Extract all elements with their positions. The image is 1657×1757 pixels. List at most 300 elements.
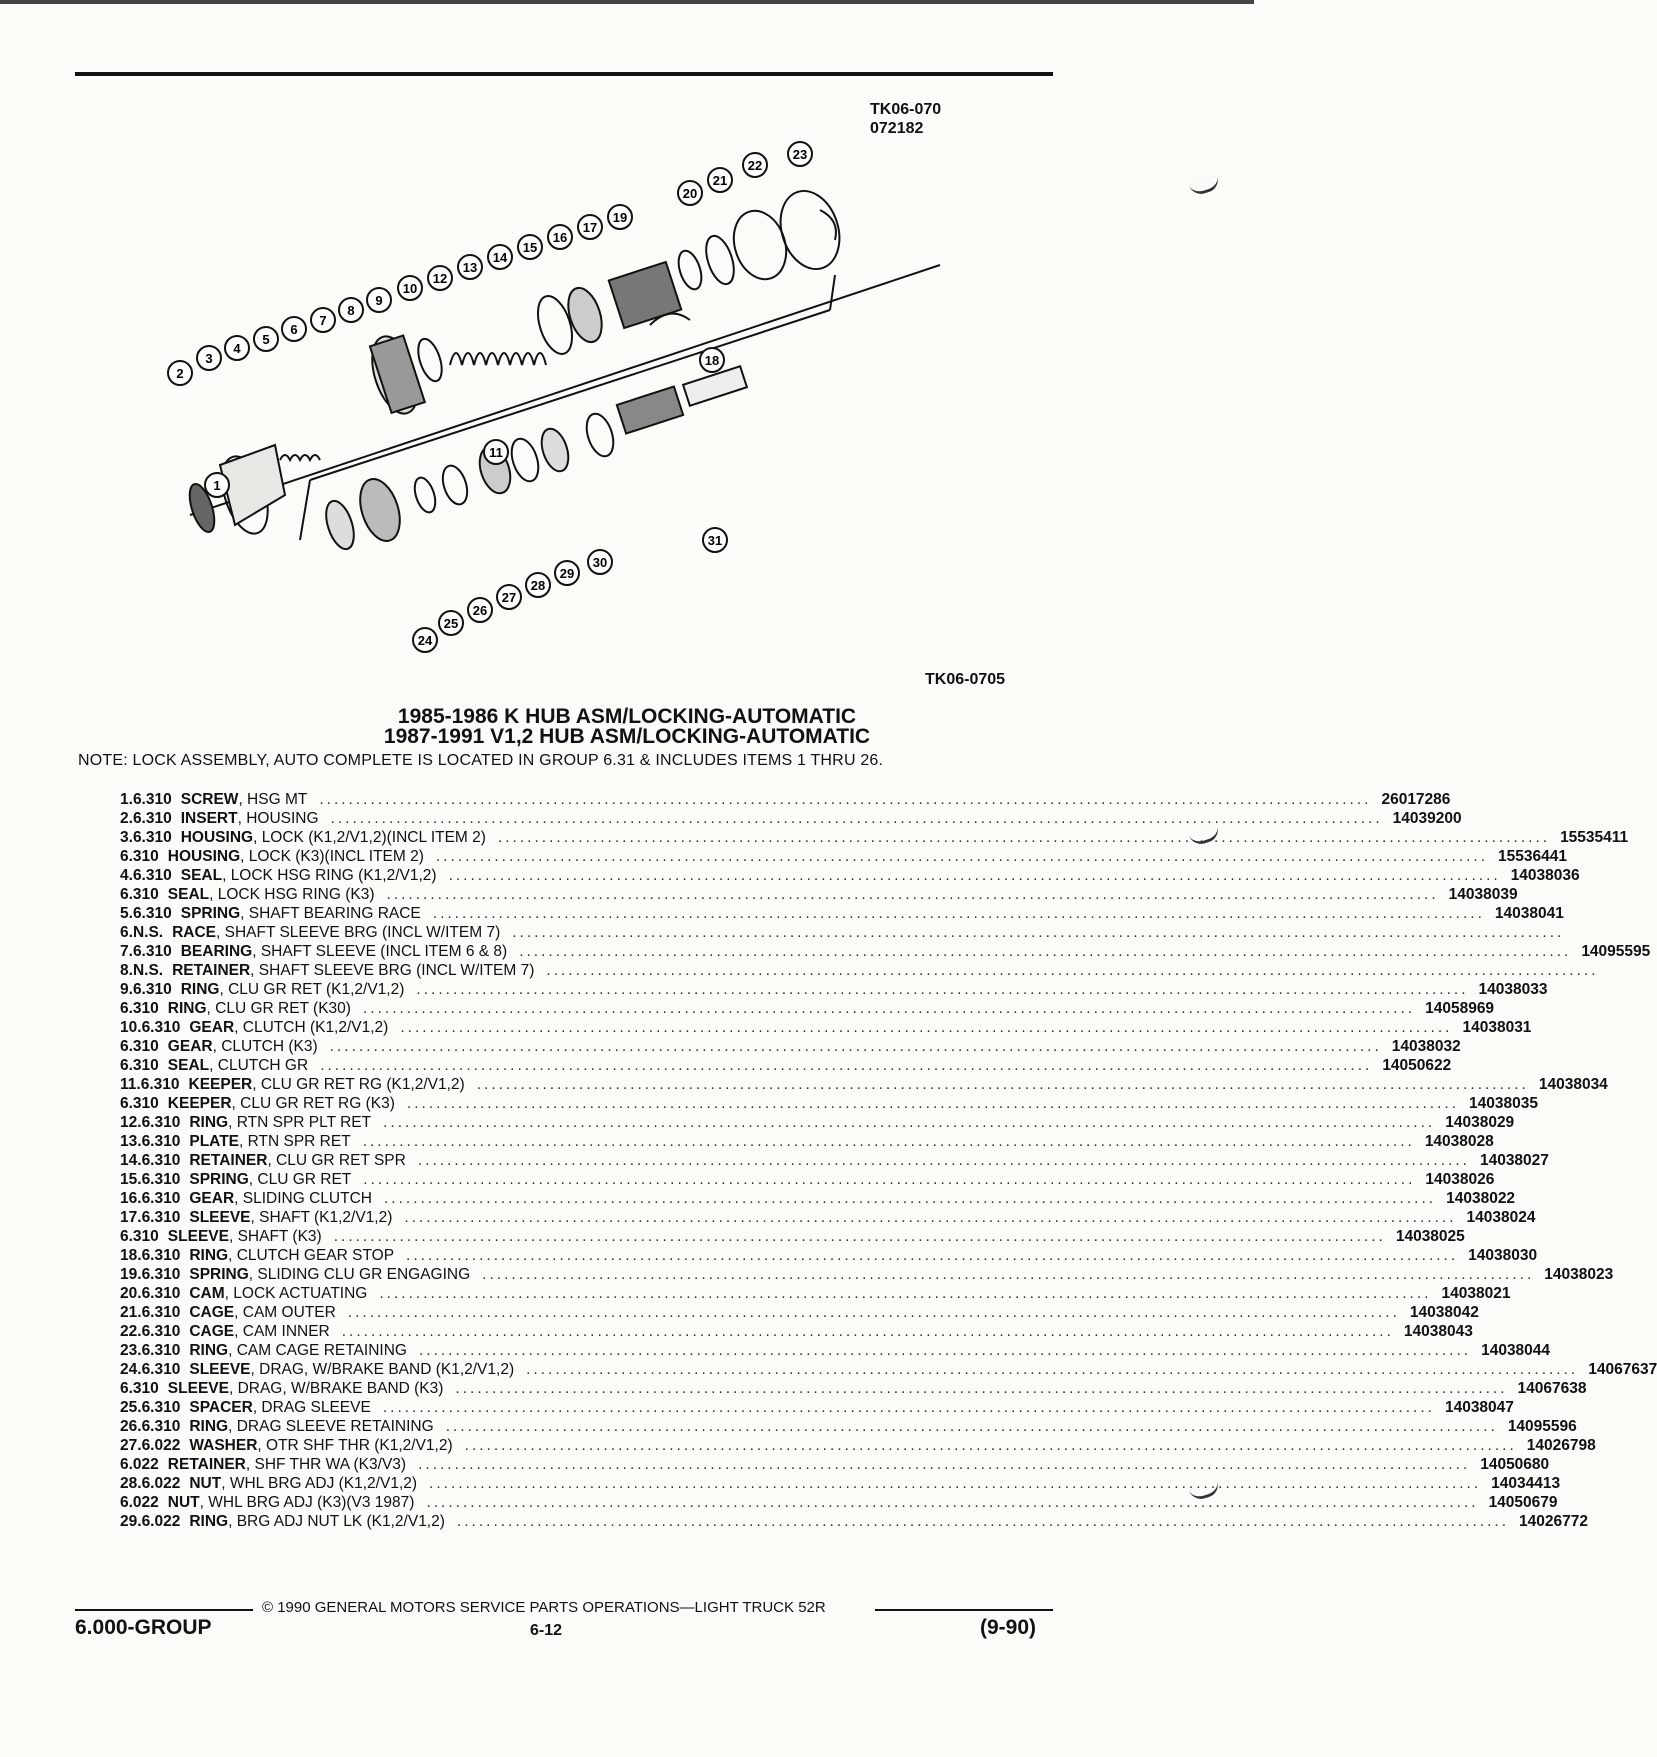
svg-text:4: 4 xyxy=(233,341,241,356)
item-number: 10. xyxy=(120,1018,142,1036)
part-name: HOUSING xyxy=(167,847,241,865)
group-number: N.S. xyxy=(132,961,164,979)
part-row xyxy=(120,1398,1514,1417)
part-row xyxy=(120,1246,1538,1265)
part-name: NUT xyxy=(189,1474,222,1492)
group-number: 6.310 xyxy=(141,1208,181,1226)
ref-code: TK06-070 xyxy=(870,101,942,118)
part-number: 14038033 xyxy=(1478,980,1548,998)
part-description xyxy=(189,1190,1446,1208)
part-detail: , LOCK HSG RING (K1,2/V1,2) xyxy=(222,866,437,884)
margin-mark xyxy=(1189,176,1222,198)
part-name: SPRING xyxy=(189,1265,249,1283)
item-number: 11. xyxy=(120,1075,141,1093)
callout-28 xyxy=(526,573,550,597)
footer-rule-right xyxy=(875,1609,1053,1611)
leader-dots xyxy=(446,1418,1498,1436)
leader-dots xyxy=(418,1152,1470,1170)
part-name: SLEEVE xyxy=(189,1208,251,1226)
part-description xyxy=(181,867,1511,885)
callout-14 xyxy=(488,245,512,269)
part-number: 14050679 xyxy=(1488,1493,1558,1511)
part-number: 14038024 xyxy=(1466,1208,1536,1226)
part-description xyxy=(189,1152,1480,1170)
footer-date: (9-90) xyxy=(980,1616,1037,1639)
part-row xyxy=(120,847,1567,866)
part-row xyxy=(120,885,1518,904)
item-number: 25. xyxy=(120,1398,142,1416)
item-number: 13. xyxy=(120,1132,142,1150)
group-number: 6.310 xyxy=(141,1265,181,1283)
group-number: 6.310 xyxy=(132,904,172,922)
part-name: SPRING xyxy=(180,904,241,922)
part-name: SCREW xyxy=(180,790,239,808)
part-row xyxy=(120,1379,1587,1398)
callout-30 xyxy=(588,550,612,574)
callout-8 xyxy=(339,298,363,322)
item-number: 26. xyxy=(120,1417,142,1435)
part-name: SEAL xyxy=(167,1056,210,1074)
part-description xyxy=(189,1171,1425,1189)
part-row xyxy=(120,1094,1538,1113)
callout-6 xyxy=(282,317,306,341)
group-number: 6.310 xyxy=(120,1379,159,1397)
part-number: 14067637 xyxy=(1588,1360,1657,1378)
part-description xyxy=(189,1247,1468,1265)
part-name: RING xyxy=(189,1512,229,1530)
leader-dots xyxy=(429,1475,1481,1493)
item-number: 20. xyxy=(120,1284,142,1302)
leader-dots xyxy=(426,1494,1478,1512)
part-detail: , SHAFT BEARING RACE xyxy=(240,904,421,922)
part-name: SLEEVE xyxy=(189,1360,251,1378)
part-row xyxy=(120,1208,1536,1227)
footer-rule-left xyxy=(75,1609,253,1611)
part-detail: , OTR SHF THR (K1,2/V1,2) xyxy=(257,1436,453,1454)
part-description xyxy=(189,1342,1481,1360)
svg-text:1: 1 xyxy=(213,478,221,493)
part-name: NUT xyxy=(167,1493,200,1511)
part-description xyxy=(168,1228,1396,1246)
part-name: RING xyxy=(189,1113,229,1131)
part-name: RING xyxy=(189,1417,229,1435)
callout-3 xyxy=(197,346,221,370)
part-number: 14050680 xyxy=(1480,1455,1550,1473)
part-name: CAGE xyxy=(189,1322,235,1340)
part-name: PLATE xyxy=(189,1132,240,1150)
leader-dots xyxy=(342,1323,1394,1341)
header-rule xyxy=(75,72,1053,76)
svg-text:14: 14 xyxy=(492,250,508,265)
group-number: 6.022 xyxy=(141,1474,181,1492)
part-name: SLEEVE xyxy=(167,1227,229,1245)
group-number: 6.022 xyxy=(141,1436,181,1454)
part-number: 14038041 xyxy=(1494,904,1564,922)
part-description xyxy=(189,1019,1462,1037)
leader-dots xyxy=(384,1190,1436,1208)
part-number: 14038030 xyxy=(1468,1246,1538,1264)
part-name: SEAL xyxy=(167,885,210,903)
svg-text:18: 18 xyxy=(704,353,720,368)
part-number: 14067638 xyxy=(1517,1379,1587,1397)
callout-13 xyxy=(458,255,482,279)
item-number: 15. xyxy=(120,1170,142,1188)
part-detail: , CLUTCH GEAR STOP xyxy=(228,1246,395,1264)
group-number: 6.022 xyxy=(141,1512,181,1530)
part-description xyxy=(189,1114,1445,1132)
exploded-view-diagram xyxy=(176,147,960,665)
group-number: 6.310 xyxy=(141,1303,181,1321)
part-number: 15535411 xyxy=(1560,828,1629,846)
part-number: 14038023 xyxy=(1544,1265,1614,1283)
part-detail: , SHAFT (K3) xyxy=(228,1227,322,1245)
leader-dots xyxy=(407,1095,1459,1113)
part-number: 14038039 xyxy=(1448,885,1518,903)
part-name: RACE xyxy=(172,923,217,941)
ref-date-code: 072182 xyxy=(870,120,924,137)
part-name: RING xyxy=(180,980,220,998)
leader-dots xyxy=(406,1247,1458,1265)
svg-text:22: 22 xyxy=(747,158,763,173)
leader-dots xyxy=(519,943,1571,961)
part-description xyxy=(189,1418,1507,1436)
item-number: 5. xyxy=(120,904,133,922)
part-detail: , LOCK (K1,2/V1,2)(INCL ITEM 2) xyxy=(253,828,486,846)
callout-25 xyxy=(439,611,463,635)
part-description xyxy=(168,1380,1518,1398)
leader-dots xyxy=(433,905,1485,923)
group-number: 6.310 xyxy=(141,1113,181,1131)
assembly-note: NOTE: LOCK ASSEMBLY, AUTO COMPLETE IS LOCATED IN GROUP 6.31 & INCLUDES ITEMS 1 THRU 26. xyxy=(78,752,884,769)
part-detail: , SLIDING CLU GR ENGAGING xyxy=(248,1265,471,1283)
part-name: RING xyxy=(189,1246,229,1264)
leader-dots xyxy=(330,1038,1382,1056)
item-number: 22. xyxy=(120,1322,142,1340)
part-description xyxy=(168,1456,1480,1474)
callout-12 xyxy=(428,266,452,290)
part-name: RETAINER xyxy=(172,961,251,979)
part-detail: , LOCK (K3)(INCL ITEM 2) xyxy=(240,847,424,865)
part-detail: , CLU GR RET xyxy=(248,1170,352,1188)
part-description xyxy=(189,1437,1526,1455)
callout-9 xyxy=(367,288,391,312)
part-detail: , WHL BRG ADJ (K3)(V3 1987) xyxy=(199,1493,415,1511)
svg-text:21: 21 xyxy=(712,173,728,188)
part-detail: , SHAFT SLEEVE BRG (INCL W/ITEM 7) xyxy=(216,923,501,941)
footer-group: 6.000-GROUP xyxy=(75,1616,212,1639)
leader-dots xyxy=(331,810,1383,828)
callout-2 xyxy=(168,361,192,385)
part-number: 14038021 xyxy=(1441,1284,1511,1302)
part-name: RING xyxy=(167,999,207,1017)
svg-text:15: 15 xyxy=(522,240,538,255)
part-description xyxy=(172,924,1574,942)
part-number: 14038028 xyxy=(1424,1132,1494,1150)
part-number: 14038042 xyxy=(1409,1303,1479,1321)
callout-20 xyxy=(678,181,702,205)
group-number: 6.310 xyxy=(132,828,172,846)
item-number: 28. xyxy=(120,1474,142,1492)
part-row xyxy=(120,1284,1511,1303)
part-row xyxy=(120,1512,1588,1531)
part-name: CAGE xyxy=(189,1303,235,1321)
part-description xyxy=(181,810,1393,828)
part-detail: , RTN SPR RET xyxy=(239,1132,351,1150)
part-description xyxy=(189,1266,1544,1284)
part-number: 14038034 xyxy=(1538,1075,1608,1093)
part-detail: , CLU GR RET SPR xyxy=(267,1151,406,1169)
callout-11 xyxy=(484,440,508,464)
svg-text:2: 2 xyxy=(176,366,184,381)
part-description xyxy=(181,829,1560,847)
leader-dots xyxy=(363,1171,1415,1189)
part-detail: , SHAFT (K1,2/V1,2) xyxy=(250,1208,393,1226)
part-description xyxy=(189,1361,1588,1379)
part-description xyxy=(189,1133,1424,1151)
svg-text:12: 12 xyxy=(432,271,448,286)
part-number: 14095596 xyxy=(1507,1417,1577,1435)
group-number: 6.310 xyxy=(141,1151,181,1169)
group-number: 6.310 xyxy=(140,1075,180,1093)
part-detail: , LOCK HSG RING (K3) xyxy=(209,885,375,903)
callout-24 xyxy=(413,628,437,652)
part-detail: , DRAG, W/BRAKE BAND (K3) xyxy=(228,1379,444,1397)
svg-text:20: 20 xyxy=(682,186,698,201)
leader-dots xyxy=(418,1456,1470,1474)
leader-dots xyxy=(436,848,1488,866)
item-number: 4. xyxy=(120,866,133,884)
part-detail: , CLUTCH GR xyxy=(209,1056,309,1074)
part-detail: , BRG ADJ NUT LK (K1,2/V1,2) xyxy=(228,1512,445,1530)
callout-5 xyxy=(254,327,278,351)
part-row xyxy=(120,1113,1515,1132)
part-number: 14050622 xyxy=(1382,1056,1452,1074)
part-number: 14038025 xyxy=(1395,1227,1465,1245)
callout-17 xyxy=(578,215,602,239)
group-number: 6.310 xyxy=(141,1132,181,1150)
svg-text:26: 26 xyxy=(472,603,488,618)
item-number: 19. xyxy=(120,1265,142,1283)
svg-text:5: 5 xyxy=(262,332,270,347)
group-number: 6.310 xyxy=(120,999,159,1017)
part-row xyxy=(120,904,1564,923)
item-number: 29. xyxy=(120,1512,142,1530)
callout-23 xyxy=(788,142,812,166)
illustration-ref xyxy=(870,100,941,138)
copyright-line: © 1990 GENERAL MOTORS SERVICE PARTS OPERATIONS—LIGHT TRUCK 52R xyxy=(262,1599,826,1616)
svg-text:11: 11 xyxy=(489,445,503,460)
part-row xyxy=(120,1417,1577,1436)
leader-dots xyxy=(387,886,1439,904)
part-row xyxy=(120,1455,1550,1474)
part-name: SLEEVE xyxy=(167,1379,229,1397)
part-description xyxy=(181,791,1382,809)
part-row xyxy=(120,999,1495,1018)
group-number: 6.310 xyxy=(120,1227,159,1245)
part-detail: , DRAG SLEEVE RETAINING xyxy=(228,1417,434,1435)
svg-text:9: 9 xyxy=(375,293,383,308)
svg-text:6: 6 xyxy=(290,322,298,337)
part-name: SEAL xyxy=(180,866,223,884)
callout-7 xyxy=(311,308,335,332)
item-number: 7. xyxy=(120,942,133,960)
svg-text:10: 10 xyxy=(402,281,418,296)
part-description xyxy=(189,1323,1404,1341)
svg-text:29: 29 xyxy=(559,566,575,581)
part-name: HOUSING xyxy=(180,828,254,846)
part-row xyxy=(120,961,1050,980)
item-number: 2. xyxy=(120,809,133,827)
group-number: 6.022 xyxy=(120,1455,159,1473)
leader-dots xyxy=(449,867,1501,885)
leader-dots xyxy=(416,981,1468,999)
part-description xyxy=(189,1209,1466,1227)
part-number: 14038022 xyxy=(1446,1189,1516,1207)
leader-dots xyxy=(465,1437,1517,1455)
part-number: 14038031 xyxy=(1462,1018,1532,1036)
part-row xyxy=(120,828,1629,847)
svg-text:13: 13 xyxy=(462,260,478,275)
part-detail: , CLU GR RET RG (K3) xyxy=(231,1094,395,1112)
part-row xyxy=(120,1018,1532,1037)
item-number: 9. xyxy=(120,980,133,998)
callout-19 xyxy=(608,205,632,229)
group-number: 6.310 xyxy=(141,1189,181,1207)
part-detail: , SHAFT SLEEVE BRG (INCL W/ITEM 7) xyxy=(250,961,535,979)
part-name: RING xyxy=(189,1341,229,1359)
part-name: GEAR xyxy=(167,1037,213,1055)
part-name: SPACER xyxy=(189,1398,253,1416)
part-detail: , CLUTCH (K1,2/V1,2) xyxy=(234,1018,389,1036)
svg-text:16: 16 xyxy=(552,230,568,245)
group-number: 6.310 xyxy=(120,847,159,865)
item-number: 14. xyxy=(120,1151,142,1169)
item-number: 17. xyxy=(120,1208,142,1226)
part-number: 14058969 xyxy=(1425,999,1495,1017)
group-number: 6.310 xyxy=(141,1417,181,1435)
part-description xyxy=(189,1475,1491,1493)
part-description xyxy=(168,848,1498,866)
callout-15 xyxy=(518,235,542,259)
leader-dots xyxy=(419,1342,1471,1360)
part-row xyxy=(120,1436,1596,1455)
page-number: 6-12 xyxy=(530,1622,563,1639)
part-detail: , CLU GR RET RG (K1,2/V1,2) xyxy=(252,1075,465,1093)
group-number: 6.310 xyxy=(132,809,172,827)
callout-4 xyxy=(225,336,249,360)
part-row xyxy=(120,1075,1608,1094)
callout-18 xyxy=(700,348,724,372)
part-number: 14038027 xyxy=(1479,1151,1549,1169)
part-detail: , SLIDING CLUTCH xyxy=(234,1189,372,1207)
svg-text:24: 24 xyxy=(417,633,433,648)
part-description xyxy=(168,1000,1425,1018)
leader-dots xyxy=(512,924,1564,942)
callout-21 xyxy=(708,168,732,192)
title-line-1: 1985-1986 K HUB ASM/LOCKING-AUTOMATIC xyxy=(397,705,857,728)
group-number: 6.310 xyxy=(141,1341,181,1359)
part-detail: , CAM INNER xyxy=(234,1322,330,1340)
part-number: 14039200 xyxy=(1392,809,1462,827)
part-row xyxy=(120,866,1580,885)
group-number: 6.310 xyxy=(120,885,159,903)
callout-1 xyxy=(205,473,229,497)
group-number: 6.310 xyxy=(132,866,172,884)
part-name: RETAINER xyxy=(167,1455,246,1473)
svg-text:8: 8 xyxy=(347,303,355,318)
part-row xyxy=(120,1170,1495,1189)
part-detail: , SHF THR WA (K3/V3) xyxy=(245,1455,407,1473)
part-row xyxy=(120,942,1651,961)
part-detail: , CLUTCH (K3) xyxy=(212,1037,318,1055)
leader-dots xyxy=(363,1000,1415,1018)
svg-text:3: 3 xyxy=(205,351,213,366)
part-detail: , WHL BRG ADJ (K1,2/V1,2) xyxy=(221,1474,418,1492)
part-row xyxy=(120,1151,1549,1170)
group-number: 6.310 xyxy=(141,1322,181,1340)
leader-dots xyxy=(526,1361,1578,1379)
part-name: GEAR xyxy=(189,1018,235,1036)
group-number: 6.310 xyxy=(120,1094,159,1112)
part-number: 14038032 xyxy=(1391,1037,1461,1055)
callout-26 xyxy=(468,598,492,622)
part-number: 14038036 xyxy=(1510,866,1580,884)
part-description xyxy=(168,886,1449,904)
part-detail: , RTN SPR PLT RET xyxy=(228,1113,372,1131)
parts-list xyxy=(120,790,1657,1531)
item-number: 6. xyxy=(120,923,133,941)
item-number: 23. xyxy=(120,1341,142,1359)
callout-16 xyxy=(548,225,572,249)
svg-text:7: 7 xyxy=(319,313,327,328)
part-row xyxy=(120,1189,1516,1208)
item-number: 8. xyxy=(120,961,133,979)
part-detail: , CLU GR RET (K1,2/V1,2) xyxy=(219,980,405,998)
group-number: 6.310 xyxy=(132,790,172,808)
leader-dots xyxy=(320,1057,1372,1075)
item-number: 24. xyxy=(120,1360,142,1378)
callout-22 xyxy=(743,153,767,177)
part-description xyxy=(168,1057,1383,1075)
part-row xyxy=(120,1132,1494,1151)
part-name: KEEPER xyxy=(188,1075,253,1093)
svg-text:17: 17 xyxy=(582,220,598,235)
part-number: 14038026 xyxy=(1425,1170,1495,1188)
part-number: 14038035 xyxy=(1469,1094,1538,1112)
part-name: SPRING xyxy=(189,1170,249,1188)
part-row xyxy=(120,1265,1614,1284)
item-number: 18. xyxy=(120,1246,142,1264)
svg-text:23: 23 xyxy=(792,147,808,162)
item-number: 21. xyxy=(120,1303,142,1321)
part-detail: , CAM OUTER xyxy=(234,1303,336,1321)
part-detail: , SHAFT SLEEVE (INCL ITEM 6 & 8) xyxy=(252,942,508,960)
callout-31 xyxy=(703,528,727,552)
part-row xyxy=(120,1360,1657,1379)
group-number: 6.310 xyxy=(141,1360,181,1378)
part-detail: , CAM CAGE RETAINING xyxy=(228,1341,407,1359)
part-description xyxy=(189,1399,1445,1417)
figure-ref-code: TK06-0705 xyxy=(925,671,1006,688)
part-description xyxy=(189,1076,1539,1094)
part-number: 14026772 xyxy=(1519,1512,1588,1530)
part-description xyxy=(181,943,1582,961)
part-name: KEEPER xyxy=(167,1094,232,1112)
leader-dots xyxy=(546,962,1598,980)
part-description xyxy=(181,905,1495,923)
part-number: 26017286 xyxy=(1381,790,1451,808)
item-number: 3. xyxy=(120,828,133,846)
